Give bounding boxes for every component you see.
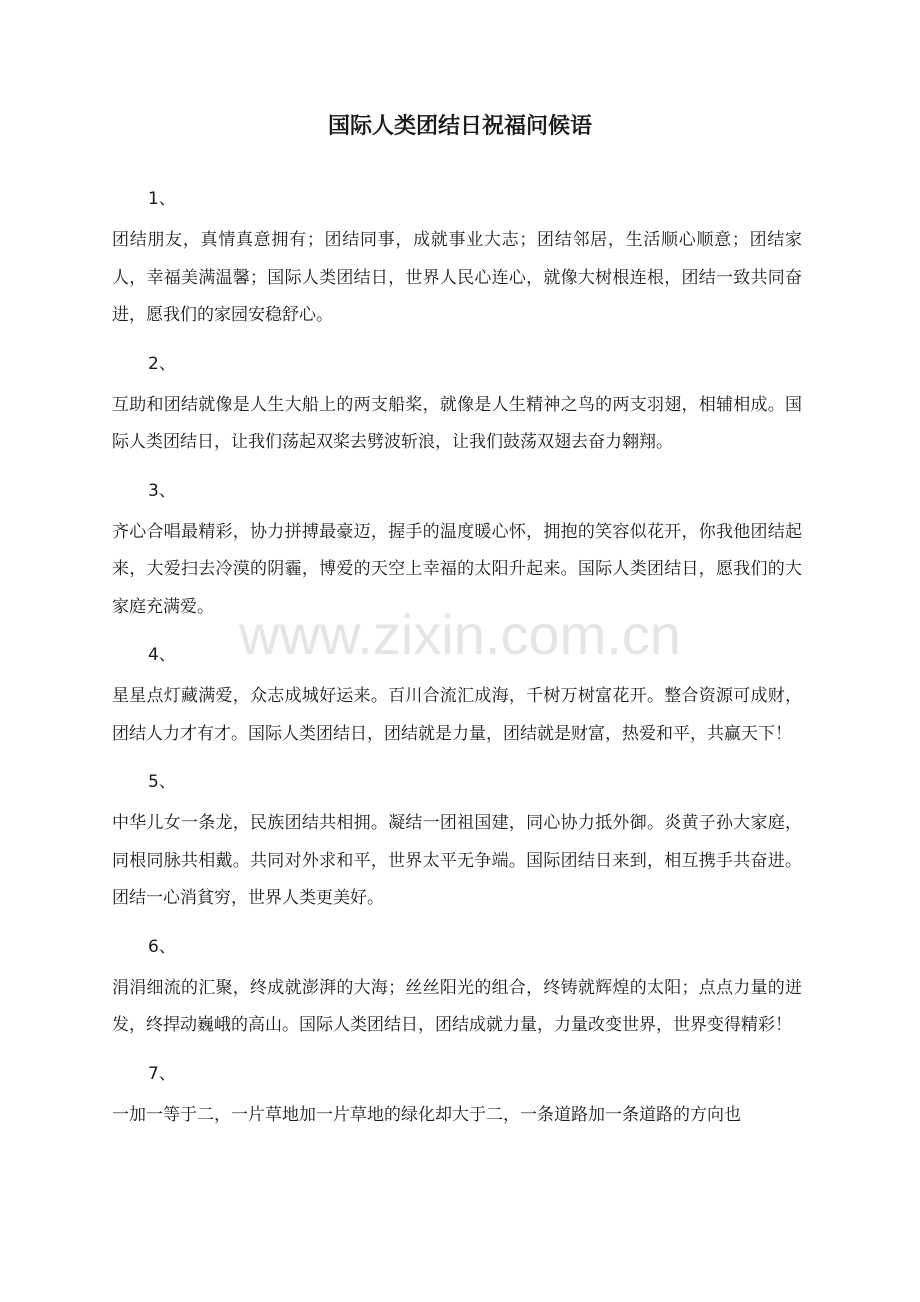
- entry-number: 5、: [148, 772, 176, 792]
- document-body: [112, 182, 802, 1146]
- entry-number: 1、: [148, 189, 176, 209]
- entry-text: 星星点灯藏满爱，众志成城好运来。百川合流汇成海，千树万树富花开。整合资源可成财，团结人力才有才。国际人类团结日，团结就是力量，团结就是财富，热爱和平，共赢天下！: [112, 686, 802, 744]
- list-item: [112, 347, 802, 462]
- entry-number: 7、: [148, 1063, 176, 1084]
- list-item: [112, 930, 802, 1045]
- list-item: [112, 638, 802, 753]
- entry-number: 2、: [148, 353, 176, 374]
- page-title: 国际人类团结日祝福问候语: [327, 114, 592, 139]
- entry-number: 6、: [148, 936, 176, 957]
- entry-number: 4、: [148, 645, 176, 665]
- watermark: www.zixin.com.cn: [239, 603, 681, 666]
- list-item: [112, 474, 802, 627]
- entry-text: 涓涓细流的汇聚，终成就澎湃的大海；丝丝阳光的组合，终铸就辉煌的太阳；点点力量的迸发，终捍动巍峨的高山。国际人类团结日，团结成就力量，力量改变世界，世界变得精彩！: [112, 977, 802, 1035]
- entry-text: 互助和团结就像是人生大船上的两支船桨，就像是人生精神之鸟的两支羽翅，相辅相成。国际人类团结日，让我们荡起双桨去劈波斩浪，让我们鼓荡双翅去奋力翱翔。: [112, 394, 802, 452]
- entry-text: 团结朋友，真情真意拥有；团结同事，成就事业大志；团结邻居，生活顺心顺意；团结家人，幸福美满温馨；国际人类团结日，世界人民心连心，就像大树根连根，团结一致共同奋进，愿我们的家园安稳舒心。: [112, 230, 802, 325]
- list-item: [112, 1057, 802, 1135]
- entry-text: 中华儿女一条龙，民族团结共相拥。凝结一团祖国建，同心协力抵外御。炎黄子孙大家庭，同根同脉共相戴。共同对外求和平，世界太平无争端。国际团结日来到，相互携手共奋进。团结一心消貧穷，世界人类更美好。: [112, 813, 802, 908]
- entry-number: 3、: [148, 480, 176, 501]
- entry-text: 齐心合唱最精彩，协力拼搏最豪迈，握手的温度暖心怀，拥抱的笑容似花开，你我他团结起来，大爱扫去冷漠的阴霾，博爱的天空上幸福的太阳升起来。国际人类团结日，愿我们的大家庭充满爱。: [112, 521, 802, 617]
- entry-text: 一加一等于二，一片草地加一片草地的绿化却大于二，一条道路加一条道路的方向也: [112, 1104, 741, 1125]
- list-item: [112, 182, 802, 335]
- list-item: [112, 765, 802, 918]
